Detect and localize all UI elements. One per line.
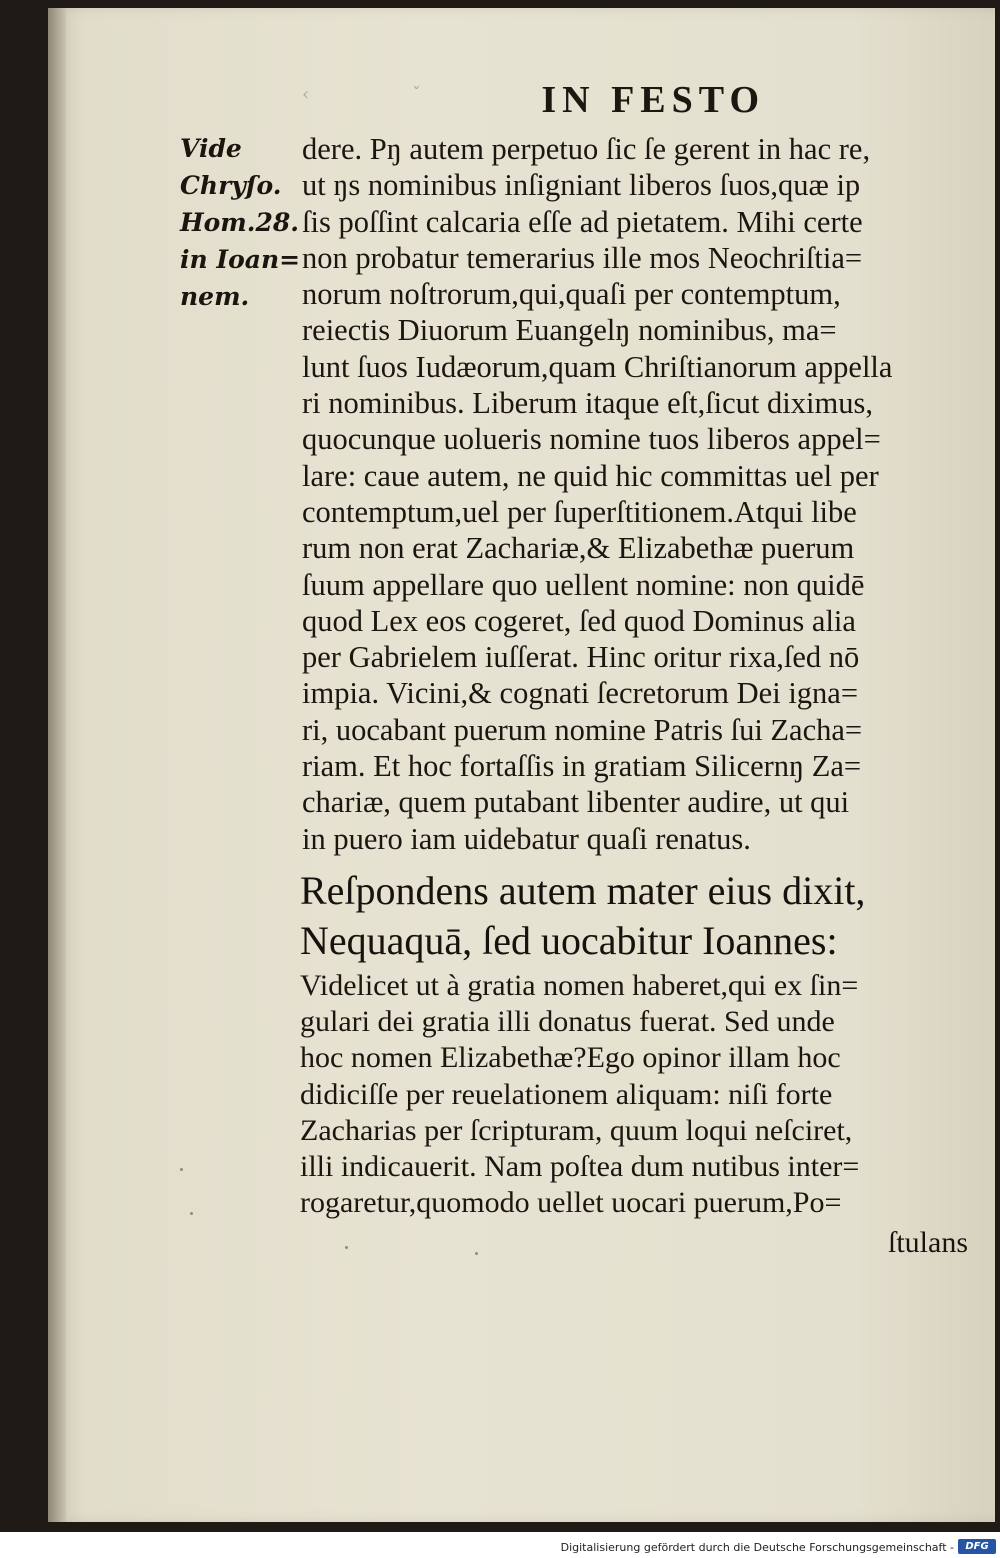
text-line: riam. Et hoc fortaſſis in gratiam Silicernŋ Za= [302,749,862,784]
text-line: quod Lex eos cogeret, ſed quod Dominus alia [302,603,856,638]
text-line: Videlicet ut à gratia nomen haberet,qui ex ſin= [300,969,859,1002]
text-line: Zacharias per ſcripturam, quum loqui neſciret, [300,1113,853,1147]
marginal-note-line: Vide [180,134,242,163]
marginal-note [180,130,302,315]
text-line: didiciſſe per reuelationem aliquam: niſi forte [300,1077,833,1111]
text-line: ſuum appellare quo uellent nomine: non quidē [302,567,865,602]
text-line: ri nominibus. Liberum itaque eſt,ſicut diximus, [302,386,873,421]
bleed-through-mark: ‹ [302,84,310,105]
marginal-note-line: Hom.28. [180,208,299,237]
text-line: chariæ, quem putabant libenter audire, ut qui [302,785,850,820]
lemma-line: Nequaquā, ſed uocabitur Ioannes: [300,918,838,963]
lemma-line: Reſpondens autem mater eius dixit, [300,868,866,913]
text-line: impia. Vicini,& cognati ſecretorum Dei igna= [302,676,859,711]
text-line: contemptum,uel per ſuperſtitionem.Atqui libe [302,494,857,529]
running-head: IN FESTO [541,79,765,121]
text-line: in puero iam uidebatur quaſi renatus. [302,821,751,856]
text-line: hoc nomen Elizabethæ?Ego opinor illam hoc [300,1041,841,1075]
bleed-through-mark: ˇ [412,84,421,105]
text-line: dere. Pŋ autem perpetuo ſic ſe gerent in hac re, [302,132,871,166]
text-line: ut ŋs nominibus inſigniant liberos ſuos,quæ ip [302,168,861,203]
body-text [302,131,992,857]
paper-speck [345,1246,348,1249]
paper-speck [180,1168,183,1171]
text-line: quocunque uolueris nomine tuos liberos appel= [302,422,881,457]
text-line: non probatur temerarius ille mos Neochriſtia= [302,240,863,275]
paper-speck [190,1212,193,1215]
text-line: rogaretur,quomodo uellet uocari puerum,Po= [300,1186,842,1220]
marginal-note-line: in Ioan= [180,245,301,274]
dfg-logo-icon: DFG [958,1539,996,1554]
text-line: ri, uocabant puerum nomine Patris ſui Zacha= [302,712,863,747]
page-gutter-edge [48,8,66,1522]
text-line: illi indicauerit. Nam poſtea dum nutibus inter= [300,1150,860,1184]
text-line: gulari dei gratia illi donatus fuerat. Sed unde [300,1005,835,1039]
text-line: lare: caue autem, ne quid hic committas uel per [302,458,879,493]
text-line: norum noſtrorum,qui,quaſi per contemptum, [302,277,841,312]
marginal-note-line: Chryſo. [180,171,282,200]
marginal-note-line: nem. [180,282,250,311]
text-line: per Gabrielem iuſſerat. Hinc oritur rixa,ſed nō [302,640,860,675]
text-line: lunt ſuos Iudæorum,quam Chriſtianorum appella [302,349,893,384]
scripture-lemma [300,866,990,966]
paper-speck [475,1252,478,1255]
text-line: rum non erat Zachariæ,& Elizabethæ puerum [302,531,855,566]
text-line: ſis poſſint calcaria eſſe ad pietatem. Mihi certe [302,204,863,239]
commentary-text [300,968,990,1221]
funding-credit: Digitalisierung gefördert durch die Deutsche Forschungsgemeinschaft - [560,1541,954,1554]
catchword: ſtulans [888,1226,968,1259]
text-line: reiectis Diuorum Euangelŋ nominibus, ma= [302,313,837,348]
